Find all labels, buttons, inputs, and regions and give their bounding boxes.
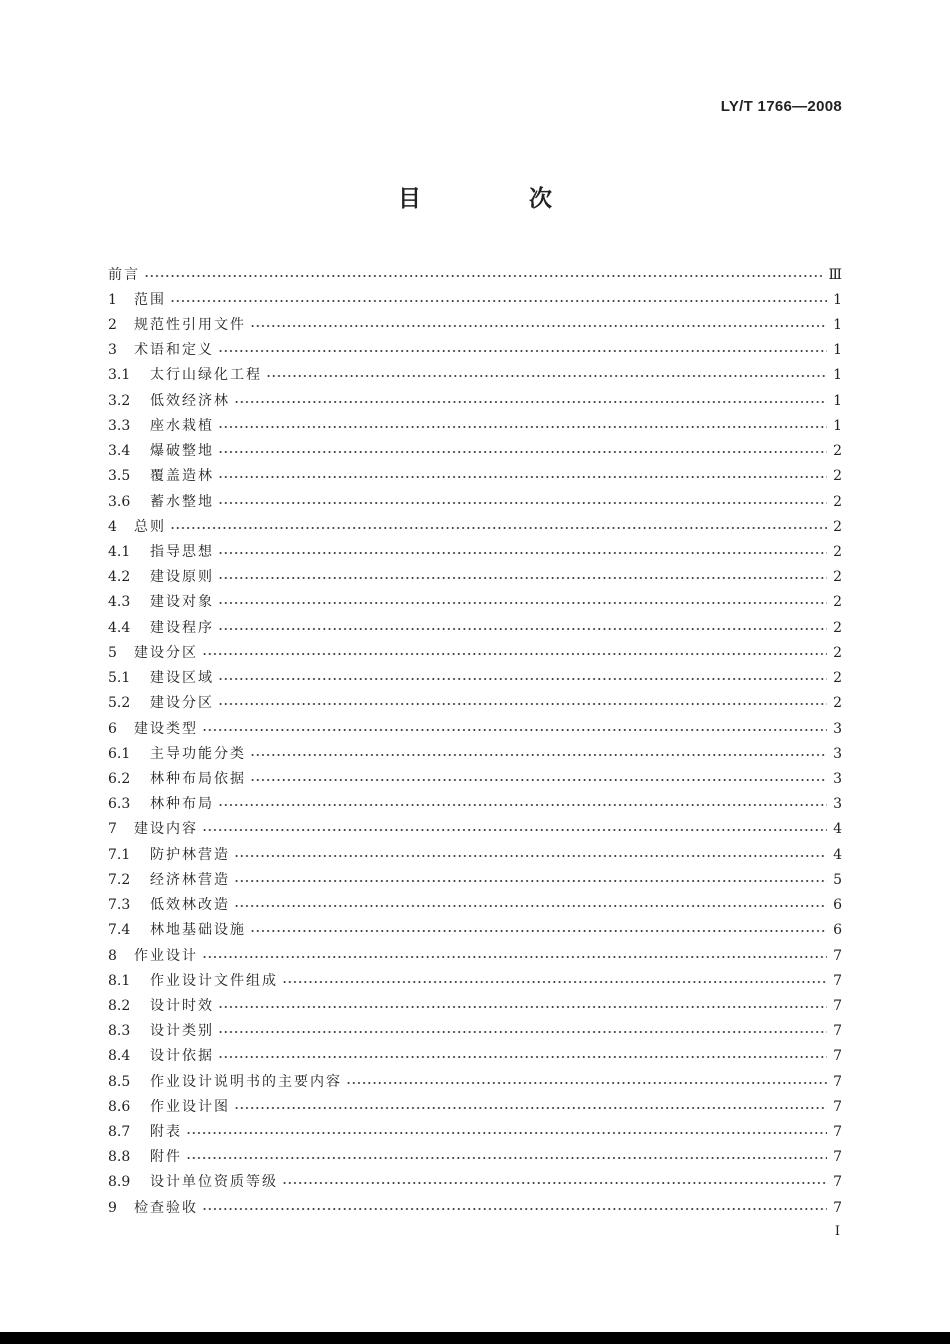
toc-entry-page: 7	[833, 997, 842, 1014]
toc-dot-leader	[202, 651, 827, 657]
toc-entry-label: 座水栽植	[150, 417, 214, 434]
toc-entry-label: 建设原则	[150, 569, 214, 586]
toc-entry-label: 设计依据	[150, 1048, 214, 1065]
toc-entry-page: 7	[833, 1174, 842, 1191]
toc-entry-page: 3	[833, 796, 842, 813]
toc-entry-number: 4.2	[108, 569, 131, 586]
toc-dot-leader	[346, 1080, 827, 1086]
toc-dot-leader	[218, 424, 827, 430]
toc-entry-number: 8.4	[108, 1048, 131, 1065]
toc-entry-number: 3.5	[108, 468, 131, 485]
toc-entry-page: 6	[833, 897, 842, 914]
toc-entry-label: 设计类别	[150, 1023, 214, 1040]
page-number: I	[834, 1224, 840, 1239]
toc-entry-label: 设计时效	[150, 997, 214, 1014]
toc-entry[interactable]	[108, 1119, 842, 1144]
toc-entry-page: 7	[833, 972, 842, 989]
toc-entry-page: 1	[833, 342, 842, 359]
toc-entry-number: 6	[108, 720, 117, 737]
toc-entry-number: 8.5	[108, 1073, 131, 1090]
toc-entry-number: 8.8	[108, 1149, 131, 1166]
toc-entry-label: 指导思想	[150, 544, 214, 561]
toc-entry[interactable]	[108, 918, 842, 943]
toc-entry[interactable]	[108, 262, 842, 287]
toc-entry-page: 2	[833, 468, 842, 485]
scan-edge-bar	[0, 1332, 950, 1344]
toc-entry[interactable]	[108, 565, 842, 590]
toc-entry-page: 7	[833, 1124, 842, 1141]
toc-entry-label: 建设分区	[134, 644, 198, 661]
toc-dot-leader	[202, 1206, 827, 1212]
toc-entry-number: 1	[108, 291, 117, 308]
toc-entry[interactable]	[108, 943, 842, 968]
toc-entry-page: 2	[833, 569, 842, 586]
toc-entry-page: 1	[833, 317, 842, 334]
toc-entry[interactable]	[108, 817, 842, 842]
toc-entry-number: 4.3	[108, 594, 131, 611]
toc-entry-number: 5.2	[108, 695, 131, 712]
toc-entry[interactable]	[108, 792, 842, 817]
toc-dot-leader	[218, 474, 827, 480]
toc-entry[interactable]	[108, 1145, 842, 1170]
toc-entry[interactable]	[108, 892, 842, 917]
toc-entry-number: 6.3	[108, 796, 131, 813]
toc-entry[interactable]	[108, 993, 842, 1018]
toc-entry[interactable]	[108, 766, 842, 791]
toc-entry-label: 作业设计图	[150, 1098, 230, 1115]
toc-dot-leader	[186, 1130, 827, 1136]
toc-dot-leader	[250, 323, 827, 329]
toc-entry[interactable]	[108, 1019, 842, 1044]
toc-dot-leader	[218, 1004, 827, 1010]
toc-entry-page: 2	[833, 695, 842, 712]
standard-code: LY/T 1766—2008	[720, 98, 842, 115]
toc-dot-leader	[218, 1054, 827, 1060]
toc-dot-leader	[144, 273, 822, 279]
toc-entry-number: 5.1	[108, 670, 131, 687]
toc-entry[interactable]	[108, 439, 842, 464]
toc-entry[interactable]	[108, 716, 842, 741]
toc-entry-number: 8.7	[108, 1124, 131, 1141]
toc-dot-leader	[202, 827, 827, 833]
toc-entry-number: 7.1	[108, 846, 131, 863]
toc-dot-leader	[170, 298, 827, 304]
toc-entry-number: 3.1	[108, 367, 131, 384]
toc-dot-leader	[282, 979, 827, 985]
toc-entry-label: 爆破整地	[150, 443, 214, 460]
toc-entry-label: 作业设计说明书的主要内容	[150, 1073, 342, 1090]
toc-dot-leader	[234, 903, 827, 909]
toc-dot-leader	[234, 853, 827, 859]
toc-entry-page: 2	[833, 544, 842, 561]
toc-entry-page: 3	[833, 720, 842, 737]
toc-dot-leader	[186, 1155, 827, 1161]
toc-entry[interactable]	[108, 338, 842, 363]
toc-dot-leader	[234, 878, 827, 884]
toc-entry[interactable]	[108, 489, 842, 514]
toc-entry-page: 7	[833, 1023, 842, 1040]
toc-entry-label: 覆盖造林	[150, 468, 214, 485]
toc-entry[interactable]	[108, 842, 842, 867]
toc-entry-number: 4.4	[108, 619, 131, 636]
toc-entry-label: 林种布局依据	[150, 770, 246, 787]
toc-entry-label: 建设区域	[150, 670, 214, 687]
toc-entry-label: 总则	[134, 518, 166, 535]
toc-entry-page: 3	[833, 745, 842, 762]
toc-entry-label: 前言	[108, 266, 140, 283]
toc-dot-leader	[218, 550, 827, 556]
toc-entry-label: 太行山绿化工程	[150, 367, 262, 384]
toc-entry[interactable]	[108, 464, 842, 489]
toc-entry[interactable]	[108, 1094, 842, 1119]
toc-entry-number: 4.1	[108, 544, 131, 561]
toc-entry-number: 9	[108, 1199, 117, 1216]
toc-entry-number: 8.2	[108, 997, 131, 1014]
toc-entry-label: 附表	[150, 1124, 182, 1141]
toc-entry-page: 2	[833, 518, 842, 535]
toc-entry[interactable]	[108, 413, 842, 438]
toc-entry-page: 4	[833, 821, 842, 838]
toc-entry-page: 1	[833, 417, 842, 434]
toc-dot-leader	[170, 525, 827, 531]
page-title: 目 次	[397, 186, 602, 212]
toc-entry[interactable]	[108, 968, 842, 993]
toc-entry-label: 作业设计	[134, 947, 198, 964]
toc-entry-number: 3.2	[108, 392, 131, 409]
toc-dot-leader	[218, 1029, 827, 1035]
toc-entry-number: 4	[108, 518, 117, 535]
toc-entry-page: 3	[833, 770, 842, 787]
toc-dot-leader	[282, 1180, 827, 1186]
toc-entry[interactable]	[108, 1195, 842, 1220]
toc-entry-page: 4	[833, 846, 842, 863]
toc-entry-number: 8.6	[108, 1098, 131, 1115]
toc-dot-leader	[218, 575, 827, 581]
toc-entry-label: 建设类型	[134, 720, 198, 737]
toc-entry[interactable]	[108, 590, 842, 615]
toc-entry-page: 1	[833, 392, 842, 409]
toc-entry-page: 7	[833, 1098, 842, 1115]
toc-dot-leader	[202, 954, 827, 960]
toc-entry-page: 7	[833, 1048, 842, 1065]
toc-entry-label: 检查验收	[134, 1199, 198, 1216]
toc-entry-page: 2	[833, 594, 842, 611]
toc-entry-label: 建设分区	[150, 695, 214, 712]
toc-entry-number: 5	[108, 644, 117, 661]
toc-entry[interactable]	[108, 363, 842, 388]
toc-entry-page: 6	[833, 922, 842, 939]
toc-entry-label: 范围	[134, 291, 166, 308]
toc-entry[interactable]	[108, 867, 842, 892]
toc-entry-page: 2	[833, 619, 842, 636]
toc-entry-label: 设计单位资质等级	[150, 1174, 278, 1191]
toc-dot-leader	[250, 928, 827, 934]
toc-entry-number: 6.1	[108, 745, 131, 762]
toc-dot-leader	[218, 600, 827, 606]
toc-entry-page: 7	[833, 1149, 842, 1166]
toc-entry[interactable]	[108, 514, 842, 539]
toc-entry-page: 2	[833, 443, 842, 460]
toc-dot-leader	[218, 676, 827, 682]
toc-entry-label: 防护林营造	[150, 846, 230, 863]
toc-entry-page: 7	[833, 1073, 842, 1090]
toc-entry-number: 7.4	[108, 922, 131, 939]
toc-entry-number: 2	[108, 317, 117, 334]
toc-entry[interactable]	[108, 1170, 842, 1195]
toc-dot-leader	[266, 373, 827, 379]
toc-entry[interactable]	[108, 539, 842, 564]
toc-entry-page: 5	[833, 871, 842, 888]
toc-entry[interactable]	[108, 312, 842, 337]
toc-entry[interactable]	[108, 691, 842, 716]
toc-entry-label: 低效经济林	[150, 392, 230, 409]
toc-entry-page: 1	[833, 291, 842, 308]
toc-entry-label: 建设内容	[134, 821, 198, 838]
table-of-contents	[108, 262, 842, 1220]
toc-entry-page: 2	[833, 644, 842, 661]
toc-dot-leader	[218, 449, 827, 455]
toc-entry[interactable]	[108, 640, 842, 665]
toc-entry-label: 低效林改造	[150, 897, 230, 914]
toc-dot-leader	[234, 1105, 827, 1111]
toc-dot-leader	[202, 727, 827, 733]
toc-entry-label: 林种布局	[150, 796, 214, 813]
toc-entry-label: 蓄水整地	[150, 493, 214, 510]
toc-entry-label: 附件	[150, 1149, 182, 1166]
toc-entry-page: Ⅲ	[828, 266, 842, 283]
toc-entry[interactable]	[108, 666, 842, 691]
toc-entry-number: 8.9	[108, 1174, 131, 1191]
toc-entry-label: 林地基础设施	[150, 922, 246, 939]
toc-entry[interactable]	[108, 388, 842, 413]
toc-entry[interactable]	[108, 615, 842, 640]
toc-dot-leader	[250, 777, 827, 783]
toc-entry[interactable]	[108, 741, 842, 766]
toc-entry-number: 3.6	[108, 493, 131, 510]
toc-entry-number: 7.2	[108, 871, 131, 888]
toc-dot-leader	[218, 626, 827, 632]
toc-entry-number: 3.3	[108, 417, 131, 434]
toc-entry-number: 6.2	[108, 770, 131, 787]
toc-entry-page: 7	[833, 1199, 842, 1216]
toc-entry-number: 8	[108, 947, 117, 964]
toc-entry-label: 经济林营造	[150, 871, 230, 888]
toc-entry-label: 作业设计文件组成	[150, 972, 278, 989]
toc-entry-label: 规范性引用文件	[134, 317, 246, 334]
toc-entry[interactable]	[108, 1069, 842, 1094]
toc-entry-page: 7	[833, 947, 842, 964]
toc-entry[interactable]	[108, 1044, 842, 1069]
toc-entry-number: 8.3	[108, 1023, 131, 1040]
toc-entry-number: 7.3	[108, 897, 131, 914]
toc-dot-leader	[218, 802, 827, 808]
toc-entry-number: 3	[108, 342, 117, 359]
toc-entry-label: 建设程序	[150, 619, 214, 636]
toc-entry-page: 2	[833, 670, 842, 687]
toc-entry-page: 2	[833, 493, 842, 510]
toc-dot-leader	[218, 500, 827, 506]
toc-entry-number: 7	[108, 821, 117, 838]
toc-entry-label: 主导功能分类	[150, 745, 246, 762]
toc-entry-number: 8.1	[108, 972, 131, 989]
toc-dot-leader	[234, 399, 827, 405]
toc-dot-leader	[218, 348, 827, 354]
toc-dot-leader	[218, 701, 827, 707]
toc-entry-label: 术语和定义	[134, 342, 214, 359]
toc-entry-page: 1	[833, 367, 842, 384]
toc-entry[interactable]	[108, 287, 842, 312]
toc-entry-number: 3.4	[108, 443, 131, 460]
toc-dot-leader	[250, 752, 827, 758]
toc-entry-label: 建设对象	[150, 594, 214, 611]
